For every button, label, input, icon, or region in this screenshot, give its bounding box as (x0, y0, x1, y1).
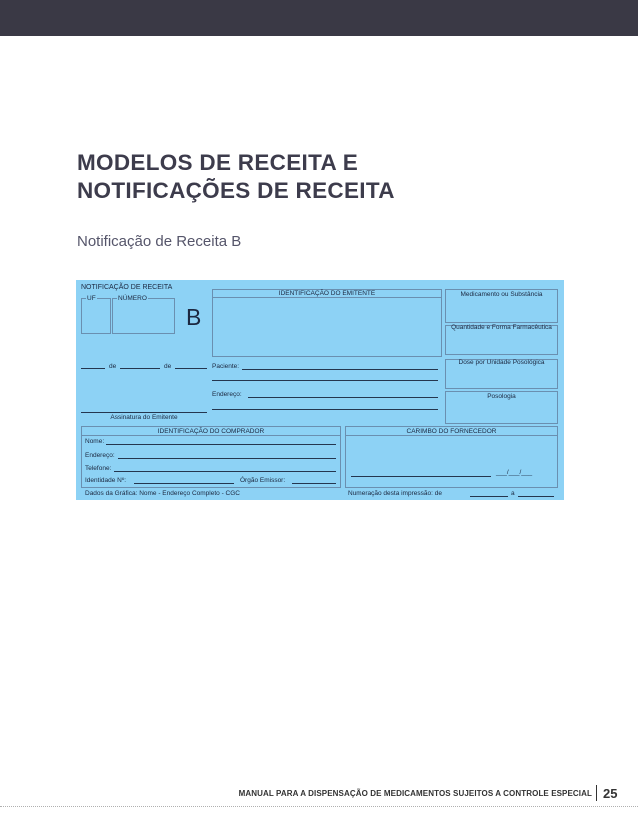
page-title (77, 149, 395, 205)
paciente-label: Paciente: (212, 363, 240, 370)
telefone-label: Telefone: (85, 465, 112, 472)
uf-box (81, 298, 111, 334)
footer-dotted-rule (0, 806, 638, 807)
page-number: 25 (603, 786, 618, 801)
paciente-line-2 (212, 380, 438, 381)
form-title: NOTIFICAÇÃO DE RECEITA (81, 284, 173, 291)
endereco2-line (118, 458, 336, 459)
numeracao-line-2 (518, 496, 554, 497)
orgao-line (292, 483, 336, 484)
endereco-label: Endereço: (212, 391, 242, 398)
endereco2-label: Endereço: (85, 452, 115, 459)
identidade-label: Identidade Nº: (85, 477, 127, 484)
posologia-label: Posologia (487, 393, 516, 400)
prescription-form-b (76, 280, 564, 500)
a-label: a (511, 490, 515, 497)
emitente-header: IDENTIFICAÇÃO DO EMITENTE (278, 290, 376, 297)
page-subtitle: Notificação de Receita B (77, 233, 242, 250)
endereco-line-2 (212, 409, 438, 410)
signature-line (81, 412, 207, 413)
telefone-line (114, 471, 336, 472)
fornecedor-date: ___/___/___ (496, 469, 533, 476)
nome-line (106, 444, 336, 445)
nome-label: Nome: (85, 438, 105, 445)
footer-separator (596, 785, 597, 801)
de-label-1: de (109, 363, 117, 370)
identidade-line (134, 483, 234, 484)
top-bar (0, 0, 638, 36)
emitente-box (212, 289, 442, 357)
title-line-2: NOTIFICAÇÕES DE RECEITA (77, 178, 395, 203)
year-line (175, 368, 207, 369)
uf-label: UF (87, 295, 96, 302)
numeracao-line-1 (470, 496, 508, 497)
endereco-line (248, 397, 438, 398)
assinatura-label: Assinatura do Emitente (110, 414, 178, 421)
month-line (120, 368, 160, 369)
de-label-2: de (164, 363, 172, 370)
fornecedor-line (351, 476, 491, 477)
medicamento-label: Medicamento ou Substância (460, 291, 543, 298)
numero-box (112, 298, 175, 334)
comprador-header: IDENTIFICAÇÃO DO COMPRADOR (157, 428, 265, 435)
footer-text: MANUAL PARA A DISPENSAÇÃO DE MEDICAMENTOS SUJEITOS A CONTROLE ESPECIAL (238, 789, 592, 798)
grafica-text: Dados da Gráfica: Nome - Endereço Completo - CGC (85, 490, 240, 497)
dose-label: Dose por Unidade Posológica (458, 359, 545, 366)
quantidade-label: Quantidade e Forma Farmacêutica (451, 324, 552, 331)
paciente-line (242, 369, 438, 370)
title-line-1: MODELOS DE RECEITA E (77, 150, 359, 175)
numeracao-text: Numeração desta impressão: de (348, 490, 442, 497)
day-line (81, 368, 105, 369)
numero-label: NÚMERO (118, 295, 147, 302)
fornecedor-header: CARIMBO DO FORNECEDOR (406, 428, 497, 435)
form-letter: B (186, 304, 202, 330)
orgao-label: Órgão Emissor: (240, 477, 286, 484)
